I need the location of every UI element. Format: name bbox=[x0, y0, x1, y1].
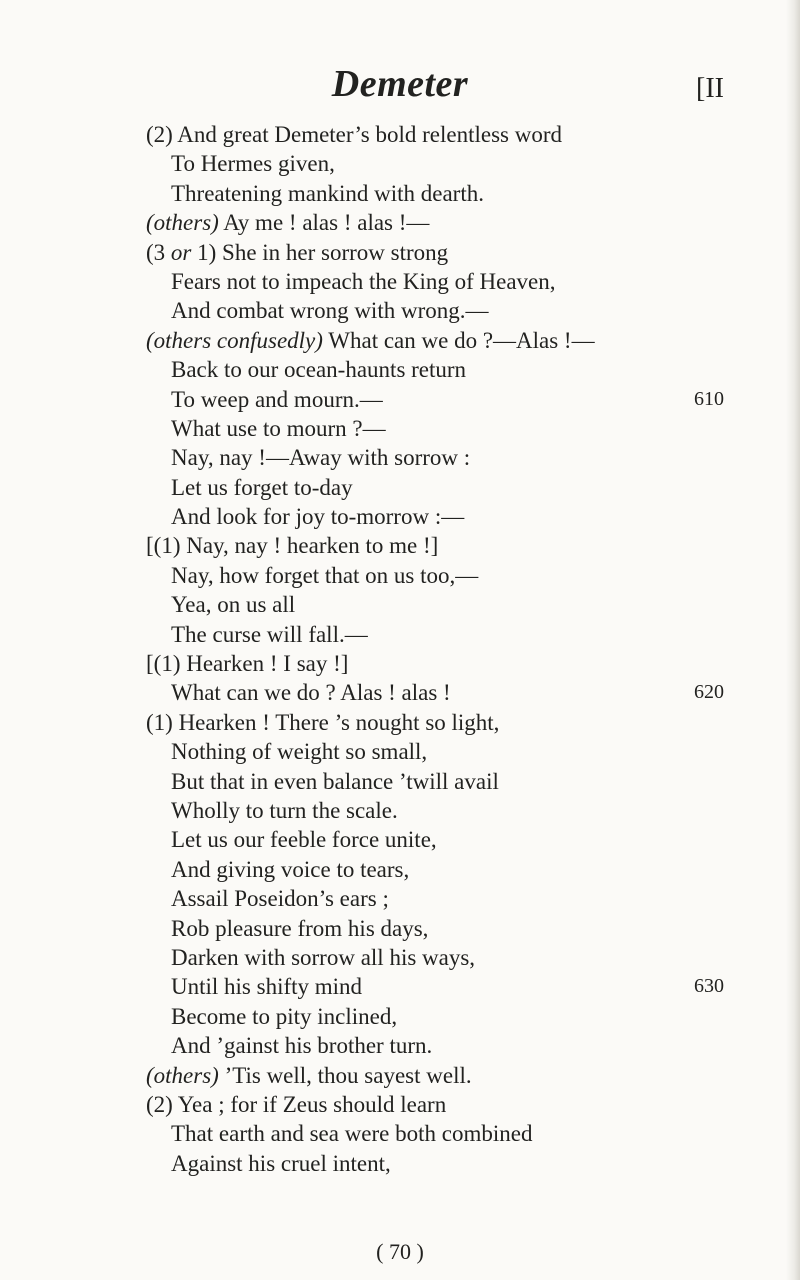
line-number: 610 bbox=[694, 387, 724, 410]
verse-text bbox=[171, 414, 386, 443]
verse-line bbox=[0, 884, 800, 913]
verse-text bbox=[146, 238, 448, 267]
verse-line bbox=[0, 414, 800, 443]
verse-text bbox=[171, 590, 295, 619]
line-text: Threatening mankind with dearth. bbox=[171, 180, 484, 206]
verse-line bbox=[0, 1119, 800, 1148]
verse-line bbox=[0, 473, 800, 502]
verse-text bbox=[171, 296, 489, 325]
line-text: ’Tis well, thou sayest well. bbox=[218, 1062, 472, 1088]
verse-text bbox=[171, 825, 437, 854]
verse-text bbox=[171, 943, 475, 972]
verse-line bbox=[0, 267, 800, 296]
verse-line bbox=[0, 590, 800, 619]
verse-line bbox=[0, 208, 800, 237]
verse-text bbox=[146, 120, 562, 149]
line-text: Let us our feeble force unite, bbox=[171, 827, 437, 853]
verse-text bbox=[171, 1031, 432, 1060]
page-number: ( 70 ) bbox=[376, 1239, 424, 1264]
verse-block bbox=[0, 120, 800, 1178]
verse-line bbox=[0, 443, 800, 472]
line-text: Nay, nay !—Away with sorrow : bbox=[171, 445, 471, 471]
verse-text bbox=[171, 884, 389, 913]
line-text: 1) She in her sorrow strong bbox=[191, 239, 449, 265]
running-title: Demeter bbox=[331, 63, 469, 105]
verse-line bbox=[0, 943, 800, 972]
verse-text bbox=[171, 149, 335, 178]
line-text: Nay, how forget that on us too,— bbox=[171, 562, 479, 588]
verse-text bbox=[146, 531, 438, 560]
verse-text bbox=[171, 972, 362, 1001]
verse-text bbox=[171, 561, 478, 590]
verse-text bbox=[171, 737, 427, 766]
verse-line bbox=[0, 355, 800, 384]
verse-text bbox=[171, 355, 466, 384]
verse-line bbox=[0, 737, 800, 766]
verse-text bbox=[171, 767, 499, 796]
verse-text bbox=[146, 208, 429, 237]
line-text: To Hermes given, bbox=[171, 151, 335, 177]
line-text: The curse will fall.— bbox=[171, 621, 368, 647]
verse-text bbox=[171, 1119, 532, 1148]
verse-line bbox=[0, 1061, 800, 1090]
verse-line bbox=[0, 914, 800, 943]
verse-line bbox=[0, 767, 800, 796]
verse-line bbox=[0, 1090, 800, 1119]
line-text: Assail Poseidon’s ears ; bbox=[171, 886, 389, 912]
verse-line bbox=[0, 149, 800, 178]
verse-text bbox=[171, 502, 464, 531]
line-text: Become to pity inclined, bbox=[171, 1003, 398, 1029]
line-text: Until his shifty mind bbox=[171, 974, 363, 1000]
verse-line bbox=[0, 620, 800, 649]
line-text: What can we do ? Alas ! alas ! bbox=[171, 680, 451, 706]
verse-line bbox=[0, 120, 800, 149]
page-edge-shadow bbox=[786, 0, 800, 1280]
stage-direction: or bbox=[170, 239, 192, 265]
verse-line bbox=[0, 972, 800, 1001]
verse-line bbox=[0, 561, 800, 590]
verse-line bbox=[0, 649, 800, 678]
verse-text bbox=[171, 1002, 397, 1031]
verse-line bbox=[0, 238, 800, 267]
section-marker: [II bbox=[696, 73, 724, 104]
verse-line bbox=[0, 502, 800, 531]
line-number: 620 bbox=[694, 681, 724, 704]
line-number: 630 bbox=[694, 975, 724, 998]
verse-text bbox=[171, 796, 398, 825]
verse-text bbox=[171, 914, 428, 943]
verse-line bbox=[0, 1149, 800, 1178]
verse-text bbox=[171, 473, 353, 502]
verse-line bbox=[0, 1031, 800, 1060]
line-text: Back to our ocean-haunts return bbox=[171, 357, 467, 383]
verse-line bbox=[0, 825, 800, 854]
speaker-prefix: (3 bbox=[146, 239, 171, 265]
line-text: That earth and sea were both combined bbox=[171, 1121, 533, 1147]
stage-direction: (others confusedly) bbox=[146, 327, 323, 353]
verse-line bbox=[0, 678, 800, 707]
line-text: Fears not to impeach the King of Heaven, bbox=[171, 268, 556, 294]
line-text: [(1) Nay, nay ! hearken to me !] bbox=[146, 533, 439, 559]
line-text: (2) Yea ; for if Zeus should learn bbox=[146, 1091, 447, 1117]
verse-text bbox=[146, 1090, 446, 1119]
line-text: Yea, on us all bbox=[171, 592, 296, 618]
verse-line bbox=[0, 179, 800, 208]
line-text: And combat wrong with wrong.— bbox=[171, 298, 489, 324]
verse-text bbox=[171, 678, 451, 707]
verse-line bbox=[0, 296, 800, 325]
verse-text bbox=[171, 443, 470, 472]
line-text: What use to mourn ?— bbox=[171, 415, 386, 441]
verse-line bbox=[0, 531, 800, 560]
stage-direction: (others) bbox=[146, 1062, 219, 1088]
verse-line bbox=[0, 1002, 800, 1031]
verse-line bbox=[0, 708, 800, 737]
verse-line bbox=[0, 855, 800, 884]
verse-text bbox=[146, 326, 595, 355]
line-text: Darken with sorrow all his ways, bbox=[171, 944, 476, 970]
verse-text bbox=[171, 267, 556, 296]
line-text: To weep and mourn.— bbox=[171, 386, 383, 412]
line-text: Against his cruel intent, bbox=[171, 1150, 391, 1176]
verse-text bbox=[146, 708, 499, 737]
line-text: And ’gainst his brother turn. bbox=[171, 1033, 433, 1059]
line-text: Nothing of weight so small, bbox=[171, 739, 428, 765]
line-text: Let us forget to-day bbox=[171, 474, 353, 500]
verse-text bbox=[171, 620, 368, 649]
line-text: (2) And great Demeter’s bold relentless word bbox=[146, 122, 563, 147]
line-text: Rob pleasure from his days, bbox=[171, 915, 429, 941]
line-text: And giving voice to tears, bbox=[171, 856, 410, 882]
verse-text bbox=[171, 179, 484, 208]
line-text: [(1) Hearken ! I say !] bbox=[146, 651, 349, 677]
verse-text bbox=[146, 649, 348, 678]
verse-line bbox=[0, 326, 800, 355]
line-text: Wholly to turn the scale. bbox=[171, 797, 398, 823]
verse-line bbox=[0, 385, 800, 414]
line-text: (1) Hearken ! There ’s nought so light, bbox=[146, 709, 500, 735]
verse-line bbox=[0, 796, 800, 825]
line-text: What can we do ?—Alas !— bbox=[322, 327, 595, 353]
verse-text bbox=[171, 1149, 391, 1178]
line-text: Ay me ! alas ! alas !— bbox=[218, 210, 430, 236]
verse-text bbox=[171, 855, 409, 884]
verse-text bbox=[171, 385, 383, 414]
stage-direction: (others) bbox=[146, 210, 219, 236]
verse-text bbox=[146, 1061, 472, 1090]
line-text: But that in even balance ’twill avail bbox=[171, 768, 499, 794]
line-text: And look for joy to-morrow :— bbox=[171, 504, 465, 530]
